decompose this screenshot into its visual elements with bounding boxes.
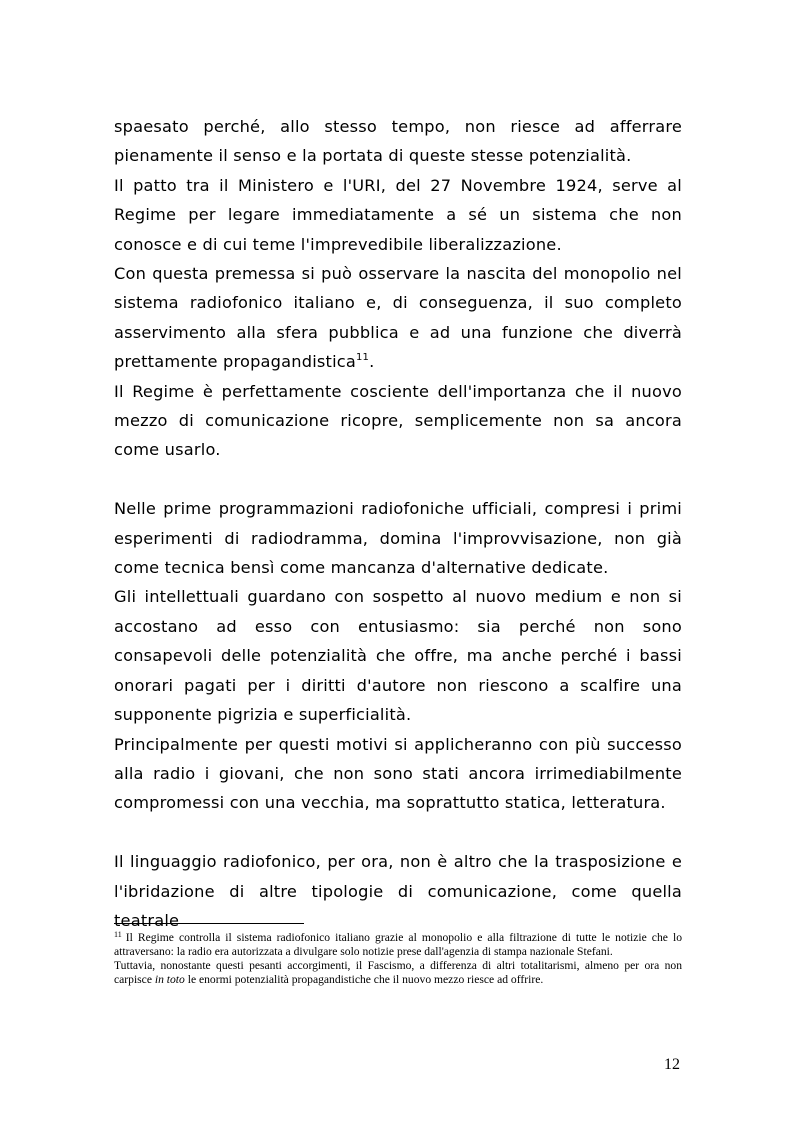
paragraph: Il linguaggio radiofonico, per ora, non è altro che la trasposizione e l'ibridazione di altre tipologie di comunicazione, come quella teatrale — [114, 852, 682, 930]
footnote-continuation — [114, 959, 682, 987]
footnote-separator — [114, 923, 304, 924]
paragraph: Il Regime è perfettamente cosciente dell'importanza che il nuovo mezzo di comunicazione ricopre, semplicemente non sa ancora come usarlo. — [114, 381, 682, 460]
paragraph-end: . — [369, 352, 375, 372]
paragraph-text: Con questa premessa si può osservare la nascita del monopolio nel sistema radiofonico italiano e, di conseguenza, il suo completo asservimento alla sfera pubblica e ad una funzione che diverrà prettamente propagandistica — [114, 264, 682, 372]
footnote-reference[interactable]: 11 — [355, 352, 370, 364]
page-number: 12 — [664, 1056, 680, 1073]
paragraph-gap — [114, 818, 682, 847]
paragraph: Gli intellettuali guardano con sospetto al nuovo medium e non si accostano ad esso con entusiasmo: sia perché non sono consapevoli delle potenzialità che offre, ma anche perché i bassi onorari pagati per i diritti d'autore non riescono a scalfire una supponente pigrizia e superficialità. — [114, 587, 682, 725]
footnote — [114, 931, 682, 959]
paragraph: spaesato perché, allo stesso tempo, non riesce ad afferrare pienamente il senso e la portata di queste stesse potenzialità. — [114, 117, 682, 166]
paragraph — [114, 259, 682, 377]
paragraph: Principalmente per questi motivi si applicheranno con più successo alla radio i giovani, che non sono stati ancora irrimediabilmente compromessi con una vecchia, ma soprattutto statica, letteratura. — [114, 734, 682, 813]
paragraph: Il patto tra il Ministero e l'URI, del 27 Novembre 1924, serve al Regime per legare immediatamente a sé un sistema che non conosce e di cui teme l'imprevedibile liberalizzazione. — [114, 175, 682, 254]
footnote-text: le enormi potenzialità propagandistiche che il nuovo mezzo riesce ad offrire. — [184, 973, 544, 986]
paragraph-gap — [114, 465, 682, 494]
footnotes — [114, 931, 682, 987]
footnote-mark: 11 — [114, 930, 122, 939]
paragraph: Nelle prime programmazioni radiofoniche ufficiali, compresi i primi esperimenti di radiodramma, domina l'improvvisazione, non già come tecnica bensì come mancanza d'alternative dedicate. — [114, 499, 682, 578]
footnote-italic: in toto — [154, 973, 185, 986]
footnote-text: Tuttavia, nonostante questi pesanti accorgimenti, il Fascismo, a differenza di altri totalitarismi, almeno per ora non carpisce — [114, 959, 682, 986]
main-text — [114, 112, 682, 935]
footnote-text: Il Regime controlla il sistema radiofonico italiano grazie al monopolio e alla filtrazione di tutte le notizie che lo attraversano: la radio era autorizzata a divulgare solo notizie prese dall'agenzia di stampa nazionale Stefani. — [114, 931, 682, 958]
